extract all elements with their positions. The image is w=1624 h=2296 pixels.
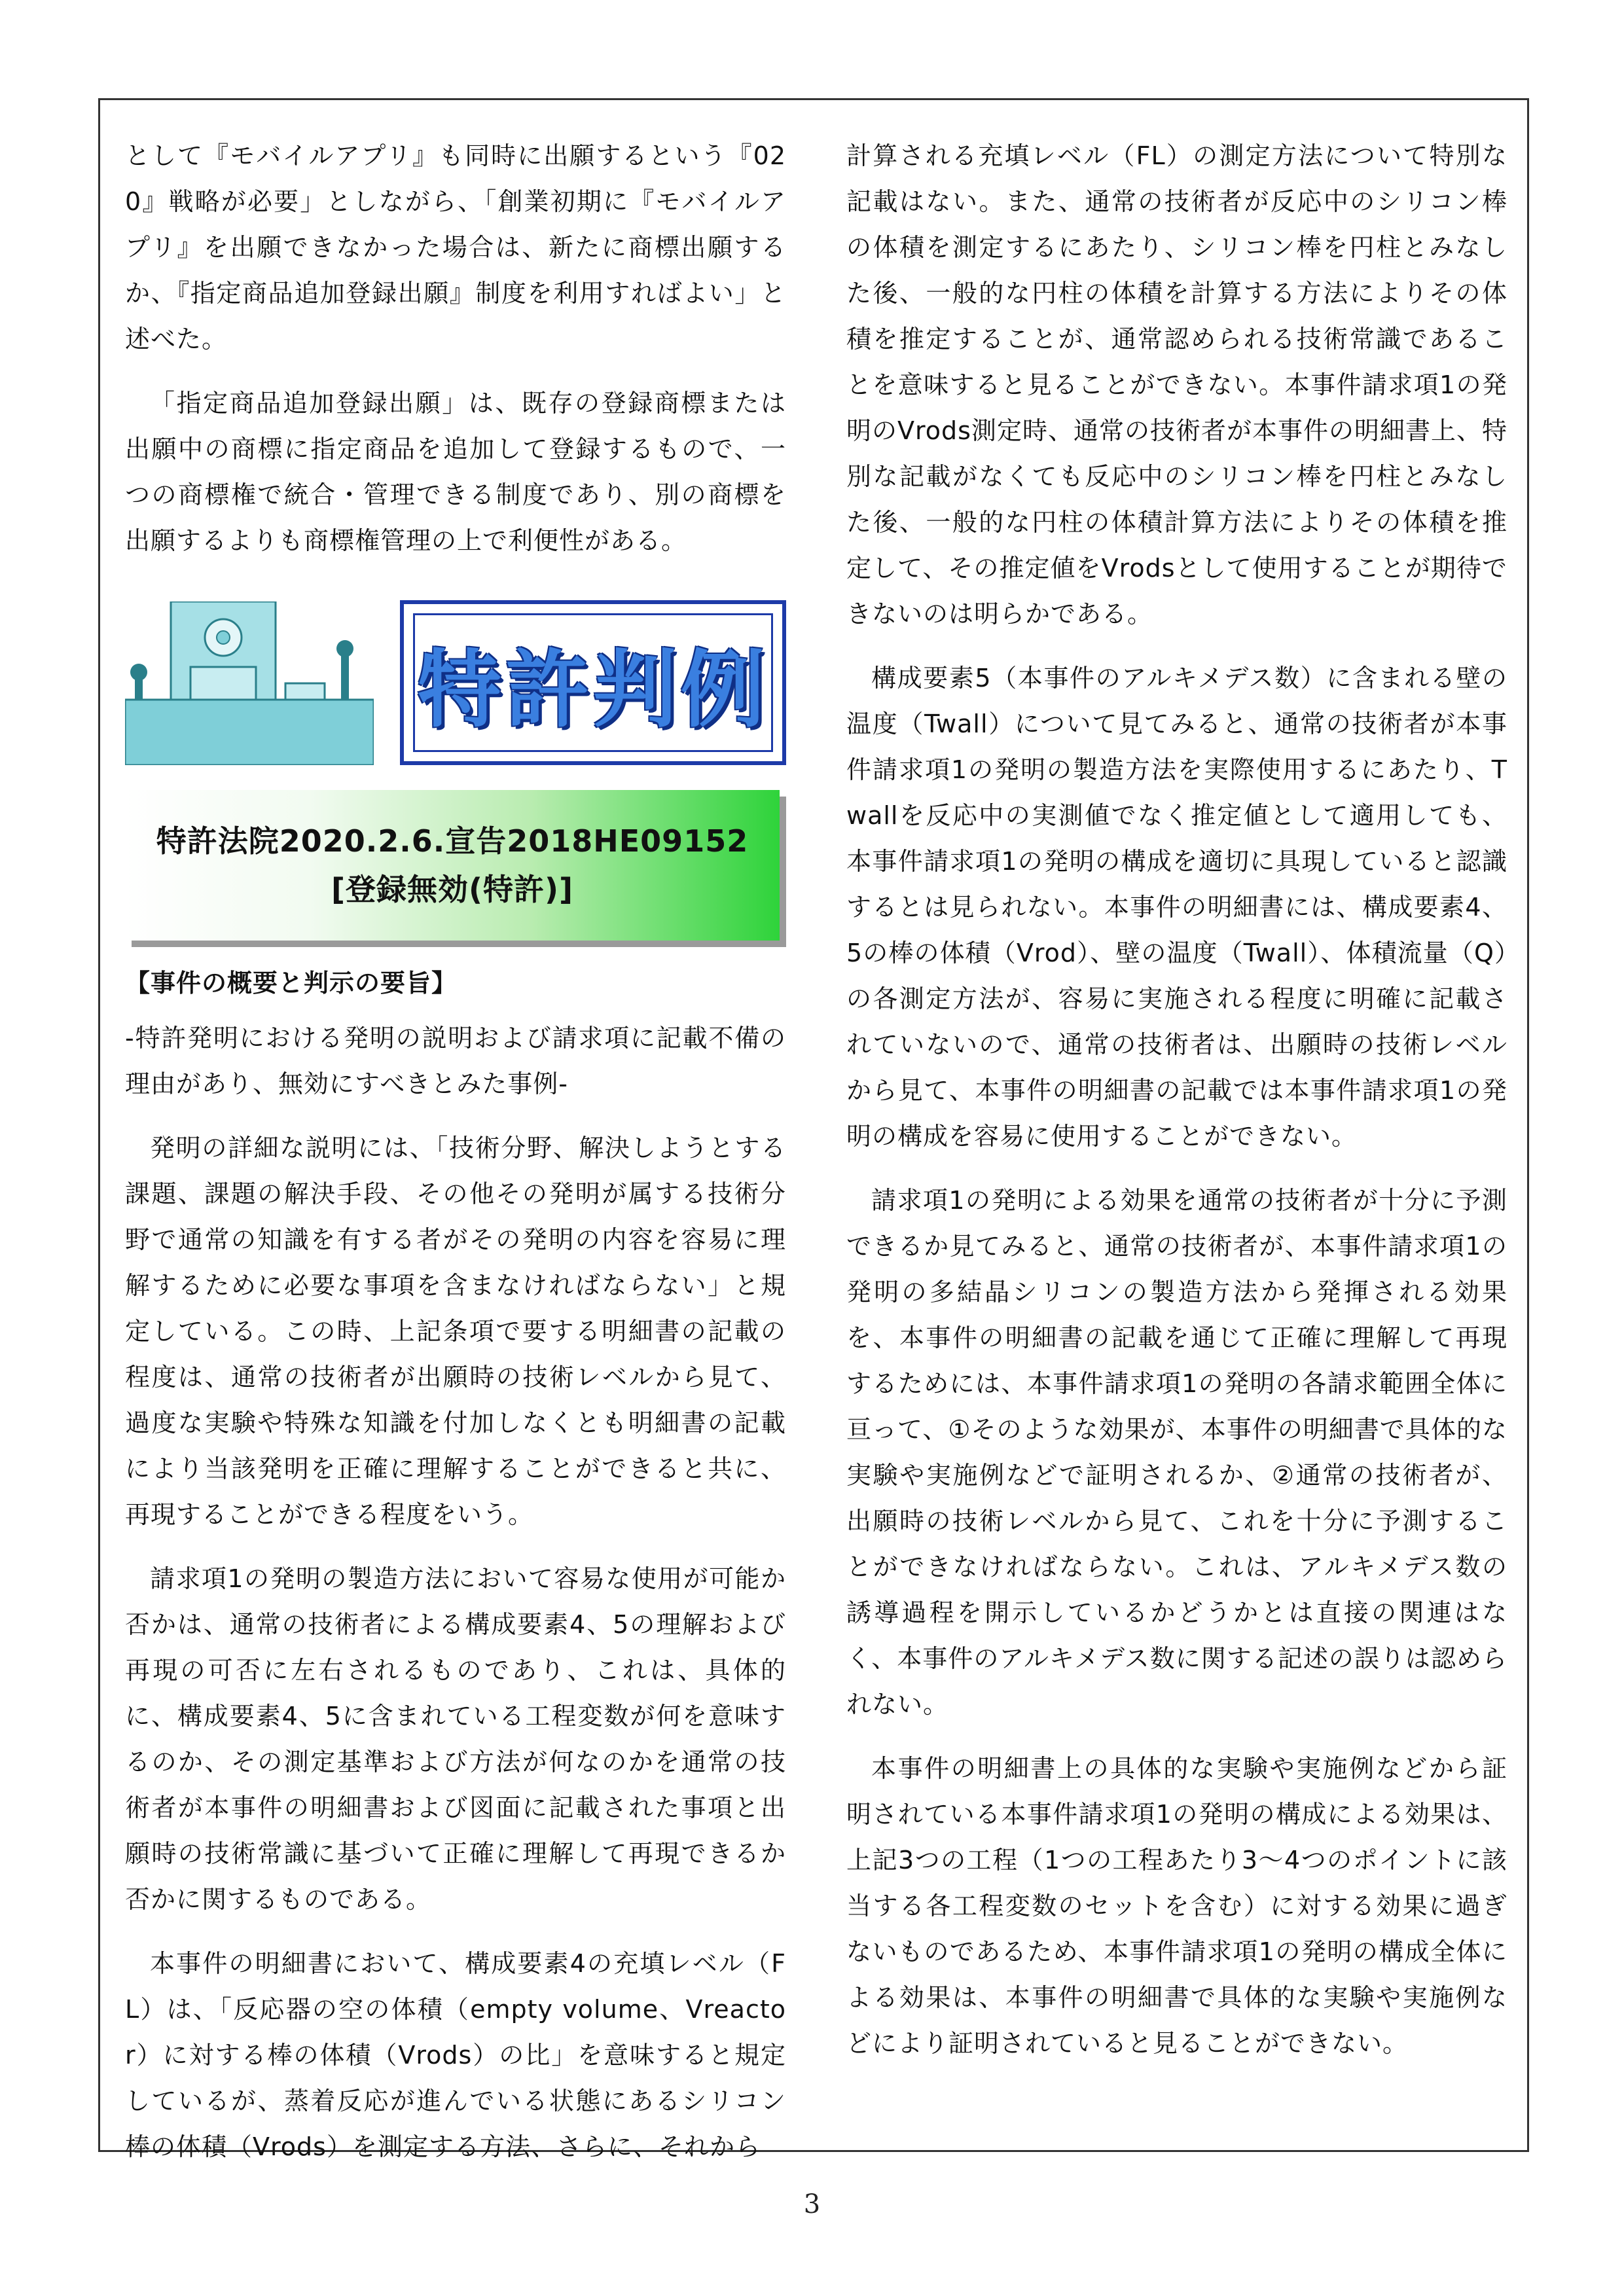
case-number: 特許法院2020.2.6.宣告2018HE09152	[156, 823, 749, 859]
case-type: [登録無効(特許)]	[331, 872, 574, 907]
page-number: 3	[803, 2189, 821, 2219]
patent-case-logo	[400, 600, 786, 765]
section-subtitle: -特許発明における発明の説明および請求項に記載不備の理由があり、無効にすべきとみた事例-	[125, 1024, 786, 1098]
paragraph: として『モバイルアプリ』も同時に出願するという『020』戦略が必要」としながら、「創業初期に『モバイルアプリ』を出願できなかった場合は、新たに商標出願するか、『指定商品追加登録出願』制度を利用すればよい」と述べた。	[125, 141, 786, 353]
right-column	[846, 133, 1507, 2085]
case-citation-box	[125, 790, 780, 941]
left-column	[125, 133, 786, 2188]
logo-title: 特許判例	[417, 641, 768, 739]
paragraph: 請求項1の発明の製造方法において容易な使用が可能か否かは、通常の技術者による構成要素4、5の理解および再現の可否に左右されるものであり、これは、具体的に、構成要素4、5に含まれている工程変数が何を意味するのか、その測定基準および方法が何なのかを通常の技術者が本事件の明細書および図面に記載された事項と出願時の技術常識に基づいて正確に理解して再現できるか否かに関するものである。	[125, 1564, 786, 1914]
page-frame	[98, 98, 1529, 2161]
paragraph: 本事件の明細書において、構成要素4の充填レベル（FL）は、「反応器の空の体積（empty volume、Vreactor）に対する棒の体積（Vrods）の比」を意味すると規定しているが、蒸着反応が進んでいる状態にあるシリコン棒の体積（Vrods）を測定する方法、さらに、それから	[125, 1949, 786, 2161]
section-title: 【事件の概要と判示の要旨】	[125, 969, 458, 997]
paragraph: 発明の詳細な説明には、「技術分野、解決しようとする課題、課題の解決手段、その他その発明が属する技術分野で通常の知識を有する者がその発明の内容を容易に理解するために必要な事項を含まなければならない」と規定している。この時、上記条項で要する明細書の記載の程度は、通常の技術者が出願時の技術レベルから見て、過度な実験や特殊な知識を付加しなくとも明細書の記載により当該発明を正確に理解することができると共に、再現することができる程度をいう。	[125, 1134, 786, 1529]
courtroom-illustration	[125, 601, 374, 765]
paragraph: 構成要素5（本事件のアルキメデス数）に含まれる壁の温度（Twall）について見てみると、通常の技術者が本事件請求項1の発明の製造方法を実際使用するにあたり、Twallを反応中の実測値でなく推定値として適用しても、本事件請求項1の発明の構成を適切に具現していると認識するとは見られない。本事件の明細書には、構成要素4、5の棒の体積（Vrod）、壁の温度（Twall）、体積流量（Q）の各測定方法が、容易に実施される程度に明確に記載されていないので、通常の技術者は、出願時の技術レベルから見て、本事件の明細書の記載では本事件請求項1の発明の構成を容易に使用することができない。	[846, 664, 1507, 1151]
paragraph: 計算される充填レベル（FL）の測定方法について特別な記載はない。また、通常の技術者が反応中のシリコン棒の体積を測定するにあたり、シリコン棒を円柱とみなした後、一般的な円柱の体積を計算する方法によりその体積を推定することが、通常認められる技術常識であることを意味すると見ることができない。本事件請求項1の発明のVrods測定時、通常の技術者が本事件の明細書上、特別な記載がなくても反応中のシリコン棒を円柱とみなした後、一般的な円柱の体積計算方法によりその体積を推定して、その推定値をVrodsとして使用することが期待できないのは明らかである。	[846, 141, 1507, 628]
patent-case-banner	[125, 582, 786, 778]
paragraph: 本事件の明細書上の具体的な実験や実施例などから証明されている本事件請求項1の発明の構成による効果は、上記3つの工程（1つの工程あたり3～4つのポイントに該当する各工程変数のセットを含む）に対する効果に過ぎないものであるため、本事件請求項1の発明の構成全体による効果は、本事件の明細書で具体的な実験や実施例などにより証明されていると見ることができない。	[846, 1754, 1507, 2058]
paragraph: 「指定商品追加登録出願」は、既存の登録商標または出願中の商標に指定商品を追加して登録するもので、一つの商標権で統合・管理できる制度であり、別の商標を出願するよりも商標権管理の上で利便性がある。	[125, 389, 786, 555]
paragraph: 請求項1の発明による効果を通常の技術者が十分に予測できるか見てみると、通常の技術者が、本事件請求項1の発明の多結晶シリコンの製造方法から発揮される効果を、本事件の明細書の記載を通じて正確に理解して再現するためには、本事件請求項1の発明の各請求範囲全体に亘って、①そのような効果が、本事件の明細書で具体的な実験や実施例などで証明されるか、②通常の技術者が、出願時の技術レベルから見て、これを十分に予測することができなければならない。これは、アルキメデス数の誘導過程を開示しているかどうかとは直接の関連はなく、本事件のアルキメデス数に関する記述の誤りは認められない。	[846, 1186, 1507, 1719]
